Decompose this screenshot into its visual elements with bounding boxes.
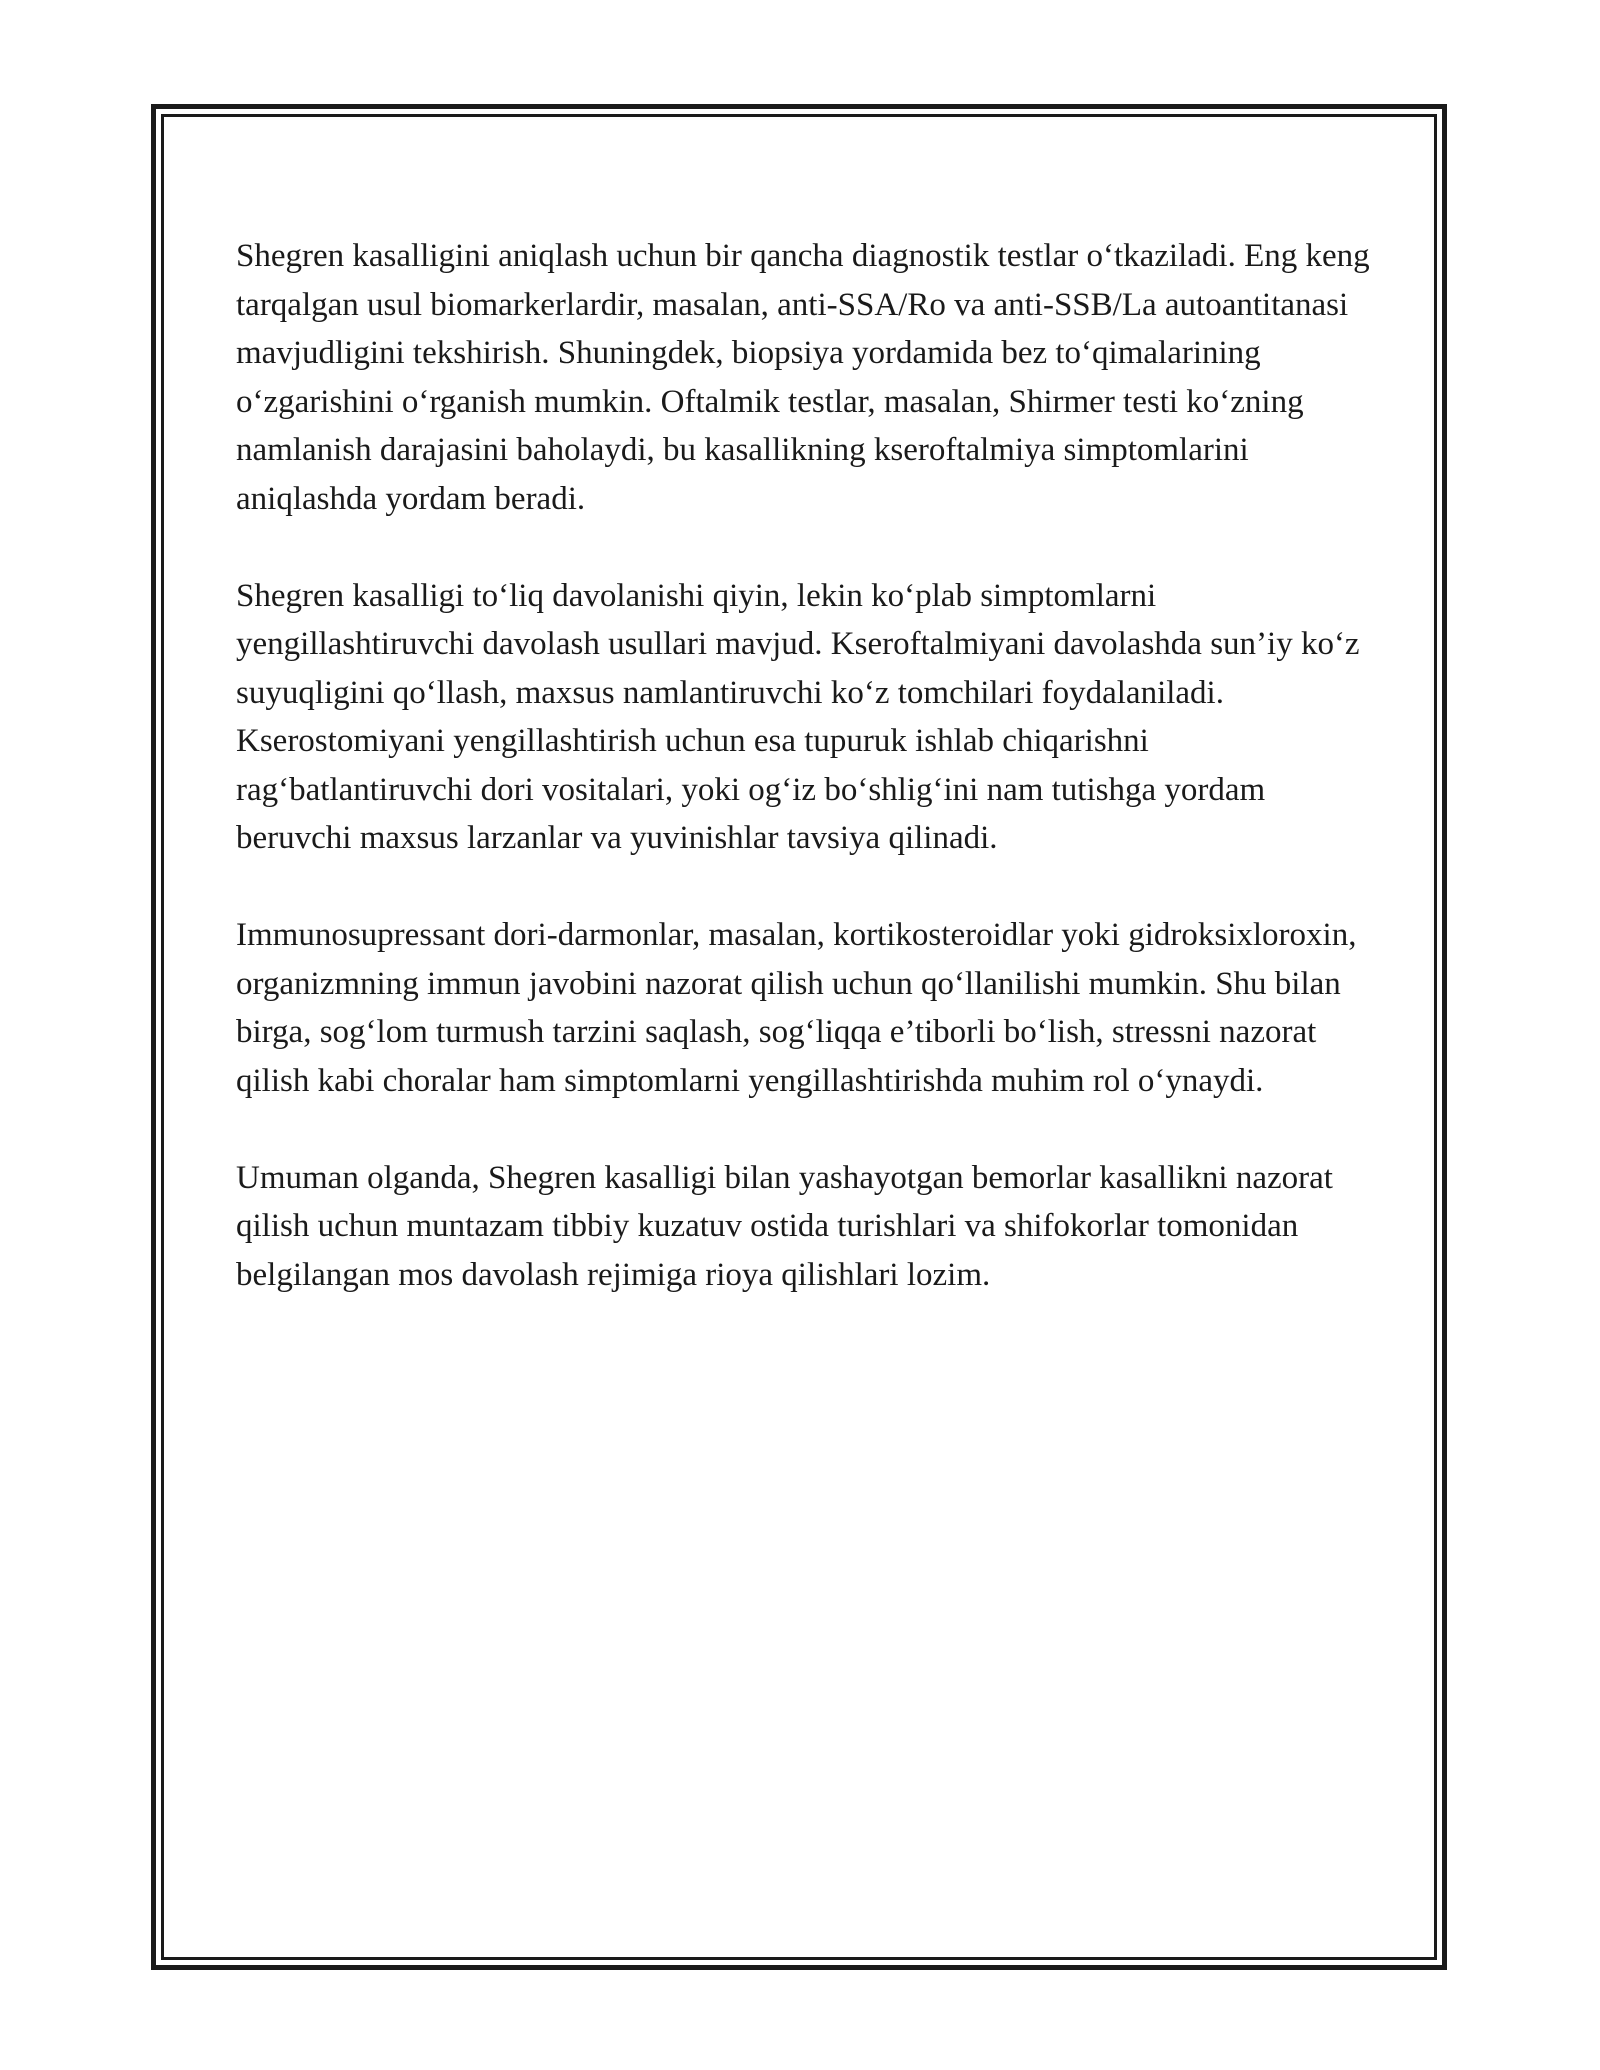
document-body xyxy=(236,232,1386,1348)
paragraph-conclusion: Umuman olganda, Shegren kasalligi bilan yashayotgan bemorlar kasallikni nazorat qilish uchun muntazam tibbiy kuzatuv ostida turishlari va shifokorlar tomonidan belgilangan mos davolash rejimiga rioya qilishlari lozim. xyxy=(236,1159,1333,1293)
paragraph-treatment: Shegren kasalligi to‘liq davolanishi qiyin, lekin ko‘plab simptomlarni yengillashtiruvchi davolash usullari mavjud. Kseroftalmiyani davolashda sun’iy ko‘z suyuqligini qo‘llash, maxsus namlantiruvchi ko‘z tomchilari foydalaniladi. Kserostomiyani yengillashtirish uchun esa tupuruk ishlab chiqarishni rag‘batlantiruvchi dori vositalari, yoki og‘iz bo‘shlig‘ini nam tutishga yordam beruvchi maxsus larzanlar va yuvinishlar tavsiya qilinadi. xyxy=(236,577,1360,856)
paragraph-immunosuppressants: Immunosupressant dori-darmonlar, masalan, kortikosteroidlar yoki gidroksixloroxin, organizmning immun javobini nazorat qilish uchun qo‘llanilishi mumkin. Shu bilan birga, sog‘lom turmush tarzini saqlash, sog‘liqqa e’tiborli bo‘lish, stressni nazorat qilish kabi choralar ham simptomlarni yengillashtirishda muhim rol o‘ynaydi. xyxy=(236,917,1357,1099)
paragraph-diagnostics: Shegren kasalligini aniqlash uchun bir qancha diagnostik testlar o‘tkaziladi. Eng keng tarqalgan usul biomarkerlardir, masalan, anti-SSA/Ro va anti-SSB/La autoantitanasi mavjudligini tekshirish. Shuningdek, biopsiya yordamida bez to‘qimalarining o‘zgarishini o‘rganish mumkin. Oftalmik testlar, masalan, Shirmer testi ko‘zning namlanish darajasini baholaydi, bu kasallikning kseroftalmiya simptomlarini aniqlashda yordam beradi. xyxy=(236,238,1370,517)
